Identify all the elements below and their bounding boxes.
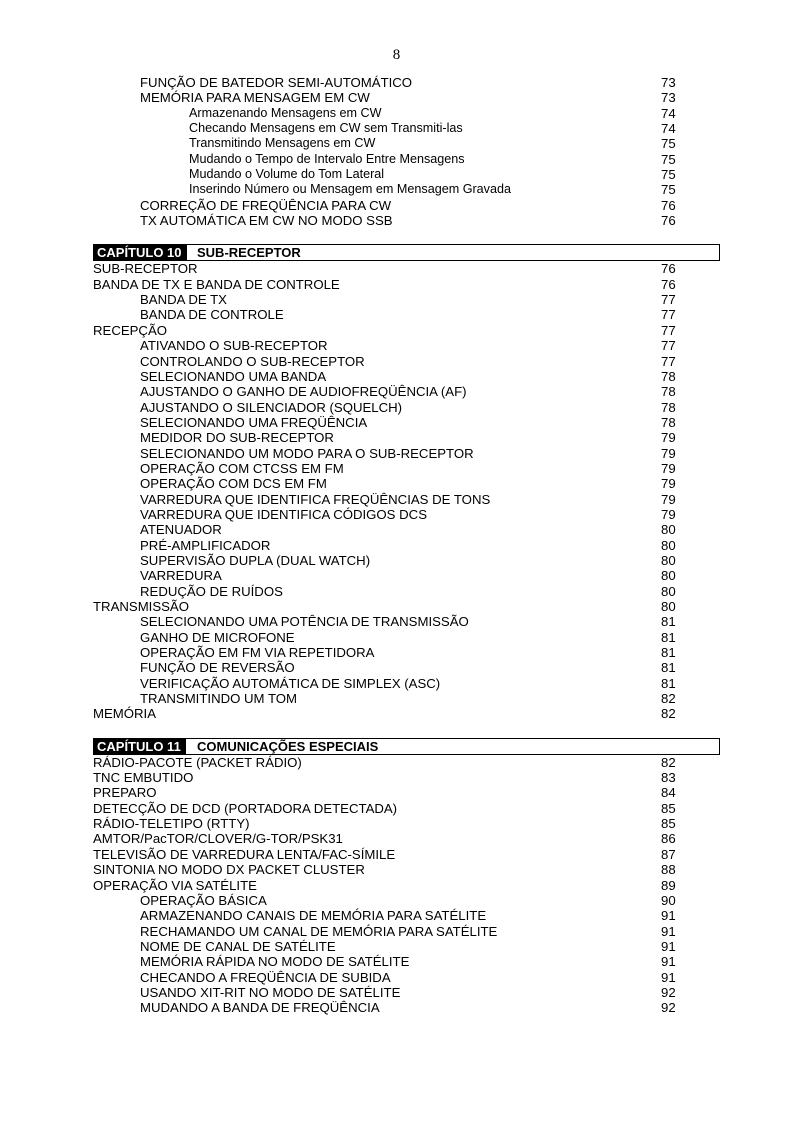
toc-entry-page: 91	[661, 923, 676, 939]
chapter-number: CAPÍTULO 11	[94, 739, 186, 754]
toc-entry[interactable]	[93, 384, 720, 399]
toc-entry-title: SELECIONANDO UM MODO PARA O SUB-RECEPTOR	[140, 445, 474, 461]
toc-entry-title: OPERAÇÃO VIA SATÉLITE	[93, 877, 257, 893]
toc-entry-page: 80	[661, 537, 676, 553]
toc-entry[interactable]	[93, 121, 720, 136]
toc-entry[interactable]	[93, 847, 720, 862]
toc-entry[interactable]	[93, 461, 720, 476]
toc-entry-title: VARREDURA	[140, 568, 222, 584]
toc-entry[interactable]	[93, 630, 720, 645]
toc-entry[interactable]	[93, 182, 720, 197]
toc-entry-page: 91	[661, 938, 676, 954]
toc-entry-title: MEMÓRIA PARA MENSAGEM EM CW	[140, 90, 370, 106]
toc-entry[interactable]	[93, 446, 720, 461]
toc-entry-page: 76	[661, 213, 676, 229]
toc-entry-page: 81	[661, 645, 676, 661]
toc-entry-page: 85	[661, 816, 676, 832]
toc-entry-title: MEMÓRIA	[93, 706, 157, 722]
toc-entry[interactable]	[93, 522, 720, 537]
toc-entry[interactable]	[93, 801, 720, 816]
toc-entry-page: 78	[661, 368, 676, 384]
toc-entry-page: 80	[661, 583, 676, 599]
toc-entry-title: Inserindo Número ou Mensagem em Mensagem Gravada	[189, 182, 511, 197]
toc-entry-title: MEDIDOR DO SUB-RECEPTOR	[140, 430, 334, 446]
toc-entry-title: NOME DE CANAL DE SATÉLITE	[140, 938, 336, 954]
toc-entry-title: TNC EMBUTIDO	[93, 770, 194, 786]
page-number: 8	[392, 47, 401, 63]
toc-entry[interactable]	[93, 676, 720, 691]
toc-entry-title: SELECIONANDO UMA BANDA	[140, 368, 327, 384]
toc-entry-title: MUDANDO A BANDA DE FREQÜÊNCIA	[140, 1000, 380, 1016]
toc-entry[interactable]	[93, 924, 720, 939]
toc-entry[interactable]	[93, 198, 720, 213]
toc-entry-title: RECEPÇÃO	[93, 322, 168, 338]
toc-entry[interactable]	[93, 492, 720, 507]
toc-entry-title: TRANSMITINDO UM TOM	[140, 691, 298, 707]
toc-entry-page: 74	[661, 121, 676, 137]
toc-entry-page: 75	[661, 167, 676, 183]
toc-entry-title: MEMÓRIA RÁPIDA NO MODO DE SATÉLITE	[140, 954, 410, 970]
toc-entry-page: 77	[661, 307, 676, 323]
toc-entry[interactable]	[93, 770, 720, 785]
toc-entry-page: 80	[661, 568, 676, 584]
toc-entry-title: VERIFICAÇÃO AUTOMÁTICA DE SIMPLEX (ASC)	[140, 675, 441, 691]
toc-entry-title: REDUÇÃO DE RUÍDOS	[140, 583, 283, 599]
toc-entry[interactable]	[93, 338, 720, 353]
toc-entry-title: RECHAMANDO UM CANAL DE MEMÓRIA PARA SATÉLITE	[140, 923, 498, 939]
toc-entry-page: 77	[661, 338, 676, 354]
toc-entry-page: 79	[661, 506, 676, 522]
toc-entry-title: FUNÇÃO DE BATEDOR SEMI-AUTOMÁTICO	[140, 75, 413, 90]
toc-entry-title: OPERAÇÃO EM FM VIA REPETIDORA	[140, 645, 375, 661]
toc-entry-page: 79	[661, 445, 676, 461]
toc-entry-page: 77	[661, 322, 676, 338]
toc-entry-page: 82	[661, 691, 676, 707]
toc-entry[interactable]	[93, 213, 720, 228]
toc-entry-title: RÁDIO-TELETIPO (RTTY)	[93, 816, 250, 832]
toc-entry-page: 91	[661, 908, 676, 924]
toc-entry[interactable]	[93, 1000, 720, 1015]
toc-entry-title: CHECANDO A FREQÜÊNCIA DE SUBIDA	[140, 969, 391, 985]
toc-entry[interactable]	[93, 785, 720, 800]
toc-entry[interactable]	[93, 415, 720, 430]
toc-entry[interactable]	[93, 645, 720, 660]
toc-entry-page: 80	[661, 552, 676, 568]
toc-entry-page: 79	[661, 430, 676, 446]
toc-entry[interactable]	[93, 816, 720, 831]
toc-entry-title: OPERAÇÃO COM DCS EM FM	[140, 476, 327, 492]
toc-entry[interactable]	[93, 584, 720, 599]
toc-entry-title: SUB-RECEPTOR	[93, 261, 198, 277]
toc-entry-title: ATIVANDO O SUB-RECEPTOR	[140, 338, 328, 354]
toc-entry-title: BANDA DE TX	[140, 292, 227, 308]
toc-entry-page: 81	[661, 629, 676, 645]
chapter-number: CAPÍTULO 10	[94, 245, 187, 260]
toc-entry-title: BANDA DE CONTROLE	[140, 307, 284, 323]
toc-entry[interactable]	[93, 90, 720, 105]
toc-entry[interactable]	[93, 660, 720, 675]
chapter-title: SUB-RECEPTOR	[197, 245, 301, 261]
toc-entry[interactable]	[93, 831, 720, 846]
toc-entry[interactable]	[93, 878, 720, 893]
toc-entry[interactable]	[93, 430, 720, 445]
toc-entry-page: 79	[661, 491, 676, 507]
chapter-heading	[93, 738, 720, 755]
toc-entry[interactable]	[93, 323, 720, 338]
toc-entry-page: 89	[661, 877, 676, 893]
toc-entry-page: 79	[661, 476, 676, 492]
toc-entry[interactable]	[93, 691, 720, 706]
toc-entry[interactable]	[93, 939, 720, 954]
toc-entry-page: 77	[661, 292, 676, 308]
toc-entry-page: 76	[661, 276, 676, 292]
toc-entry-page: 73	[661, 90, 676, 106]
toc-entry-page: 84	[661, 785, 676, 801]
toc-entry-page: 78	[661, 384, 676, 400]
toc-entry-page: 80	[661, 522, 676, 538]
toc-entry-title: SELECIONANDO UMA FREQÜÊNCIA	[140, 414, 368, 430]
toc-entry[interactable]	[93, 152, 720, 167]
toc-entry-title: USANDO XIT-RIT NO MODO DE SATÉLITE	[140, 984, 401, 1000]
toc-entry-page: 88	[661, 862, 676, 878]
toc-entry[interactable]	[93, 354, 720, 369]
toc-entry-page: 83	[661, 770, 676, 786]
toc-entry-page: 75	[661, 136, 676, 152]
toc-entry-title: FUNÇÃO DE REVERSÃO	[140, 660, 295, 676]
toc-entry[interactable]	[93, 261, 720, 276]
toc-entry-title: Checando Mensagens em CW sem Transmiti-las	[189, 121, 463, 136]
toc-entry-title: OPERAÇÃO BÁSICA	[140, 892, 267, 908]
toc-entry-page: 91	[661, 969, 676, 985]
toc-entry-title: Transmitindo Mensagens em CW	[189, 136, 376, 151]
toc-entry-title: ARMAZENANDO CANAIS DE MEMÓRIA PARA SATÉLITE	[140, 908, 487, 924]
toc-entry-title: GANHO DE MICROFONE	[140, 629, 295, 645]
toc-entry-page: 75	[661, 151, 676, 167]
toc-entry-title: SUPERVISÃO DUPLA (DUAL WATCH)	[140, 552, 371, 568]
toc-entry-title: DETECÇÃO DE DCD (PORTADORA DETECTADA)	[93, 800, 398, 816]
toc-entry-page: 90	[661, 892, 676, 908]
toc-entry-page: 73	[661, 75, 676, 90]
toc-entry-page: 75	[661, 182, 676, 198]
toc-entry[interactable]	[93, 568, 720, 583]
toc-entry[interactable]	[93, 954, 720, 969]
toc-entry-page: 79	[661, 460, 676, 476]
toc-entry-page: 87	[661, 846, 676, 862]
toc-entry-title: TX AUTOMÁTICA EM CW NO MODO SSB	[140, 213, 393, 229]
toc-entry-page: 86	[661, 831, 676, 847]
toc-entry-page: 74	[661, 105, 676, 121]
toc-entry-title: VARREDURA QUE IDENTIFICA FREQÜÊNCIAS DE TONS	[140, 491, 491, 507]
chapter-title: COMUNICAÇÕES ESPECIAIS	[197, 738, 379, 754]
toc-entry[interactable]	[93, 614, 720, 629]
toc-entry[interactable]	[93, 599, 720, 614]
toc-entry-title: ATENUADOR	[140, 522, 222, 538]
toc-entry-page: 78	[661, 399, 676, 415]
toc-entry-page: 80	[661, 599, 676, 614]
toc-entry[interactable]	[93, 277, 720, 292]
toc-entry[interactable]	[93, 538, 720, 553]
toc-entry[interactable]	[93, 476, 720, 491]
toc-entry[interactable]	[93, 970, 720, 985]
toc-entry[interactable]	[93, 862, 720, 877]
toc-entry[interactable]	[93, 985, 720, 1000]
toc-entry[interactable]	[93, 908, 720, 923]
toc-entry[interactable]	[93, 369, 720, 384]
toc-entry[interactable]	[93, 136, 720, 151]
toc-entry-page: 76	[661, 197, 676, 213]
toc-entry-title: AJUSTANDO O SILENCIADOR (SQUELCH)	[140, 399, 403, 415]
toc-entry-page: 92	[661, 1000, 676, 1016]
toc-entry-title: SELECIONANDO UMA POTÊNCIA DE TRANSMISSÃO	[140, 614, 469, 630]
toc-entry[interactable]	[93, 307, 720, 322]
toc-entry-page: 85	[661, 800, 676, 816]
toc-entry[interactable]	[93, 893, 720, 908]
toc-entry-title: OPERAÇÃO COM CTCSS EM FM	[140, 460, 344, 476]
toc-entry-title: SINTONIA NO MODO DX PACKET CLUSTER	[93, 862, 365, 878]
toc-entry[interactable]	[93, 75, 720, 90]
toc-entry-page: 81	[661, 675, 676, 691]
toc-entry[interactable]	[93, 400, 720, 415]
toc-entry-title: CONTROLANDO O SUB-RECEPTOR	[140, 353, 365, 369]
toc-entry[interactable]	[93, 755, 720, 770]
toc-entry[interactable]	[93, 106, 720, 121]
toc-entry-title: Mudando o Volume do Tom Lateral	[189, 167, 385, 182]
toc-entry-page: 77	[661, 353, 676, 369]
toc-entry-title: Armazenando Mensagens em CW	[189, 105, 382, 120]
toc-entry[interactable]	[93, 167, 720, 182]
toc-entry-page: 78	[661, 414, 676, 430]
toc-entry-title: AJUSTANDO O GANHO DE AUDIOFREQÜÊNCIA (AF)	[140, 384, 467, 400]
chapter-heading	[93, 244, 720, 261]
toc-entry-page: 92	[661, 984, 676, 1000]
toc-entry[interactable]	[93, 706, 720, 721]
toc-entry-page: 76	[661, 261, 676, 277]
toc-entry-page: 82	[661, 754, 676, 770]
toc-entry[interactable]	[93, 292, 720, 307]
toc-entry-title: PRÉ-AMPLIFICADOR	[140, 537, 271, 553]
toc-entry-title: PREPARO	[93, 785, 157, 801]
table-of-contents	[93, 75, 720, 1016]
toc-entry[interactable]	[93, 507, 720, 522]
toc-entry-page: 81	[661, 614, 676, 630]
toc-entry-title: AMTOR/PacTOR/CLOVER/G-TOR/PSK31	[93, 831, 343, 847]
toc-entry-title: Mudando o Tempo de Intervalo Entre Mensagens	[189, 151, 465, 166]
toc-entry-title: RÁDIO-PACOTE (PACKET RÁDIO)	[93, 754, 302, 770]
toc-entry-title: TRANSMISSÃO	[93, 599, 189, 614]
toc-entry-title: TELEVISÃO DE VARREDURA LENTA/FAC-SÍMILE	[93, 846, 396, 862]
toc-entry[interactable]	[93, 553, 720, 568]
toc-entry-page: 82	[661, 706, 676, 722]
toc-entry-page: 91	[661, 954, 676, 970]
toc-entry-title: BANDA DE TX E BANDA DE CONTROLE	[93, 276, 340, 292]
toc-entry-page: 81	[661, 660, 676, 676]
toc-entry-title: VARREDURA QUE IDENTIFICA CÓDIGOS DCS	[140, 506, 427, 522]
toc-entry-title: CORREÇÃO DE FREQÜÊNCIA PARA CW	[140, 197, 392, 213]
